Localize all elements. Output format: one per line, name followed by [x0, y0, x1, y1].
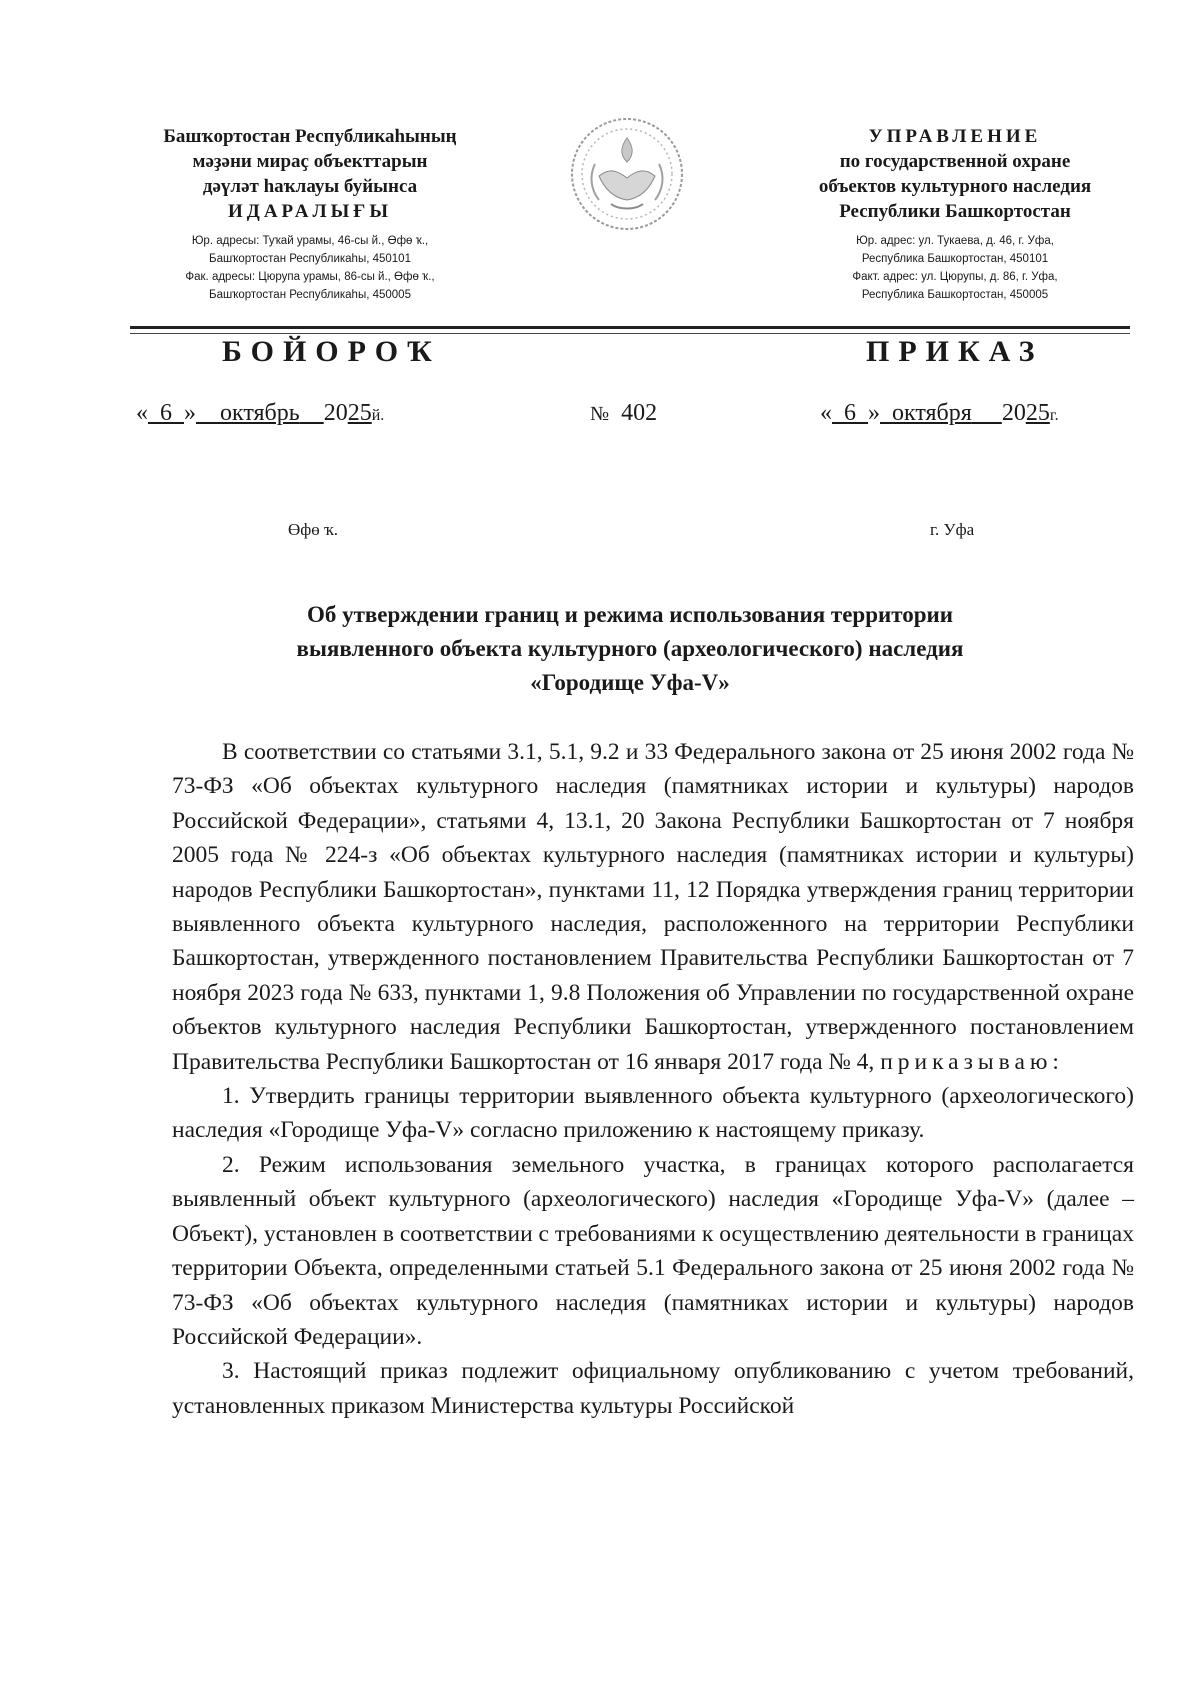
title-line3: «Городище Уфа-V» — [530, 670, 730, 695]
body-paragraph-preamble — [172, 735, 1134, 1079]
header-right-line2: по государственной охране — [839, 151, 1071, 172]
date-russian — [820, 400, 1059, 427]
header-right — [775, 124, 1135, 304]
body-paragraph-item3: 3. Настоящий приказ подлежит официальному опубликованию с учетом требований, установленных приказом Министерства культуры Российской — [172, 1358, 1134, 1419]
order-word-russian: ПРИКАЗ — [866, 335, 1044, 368]
header-right-address — [775, 232, 1135, 304]
order-word-bashkir: БОЙОРОҠ — [222, 335, 441, 368]
header-left-line3: дәүләт һаҡлауы буйынса — [202, 176, 418, 197]
header-left-addr2: Башҡортостан Республикаһы, 450101 — [209, 253, 411, 265]
coat-of-arms-emblem — [569, 116, 685, 232]
preamble-text: В соответствии со статьями 3.1, 5.1, 9.2 и 33 Федерального закона от 25 июня 2002 года № 73-ФЗ «Об объектах культурного наследия (памятниках истории и культуры) народов Российской Федерации», статьями 4, 13.1, 20 Закона Республики Башкортостан от 7 ноября 2005 года № 224-з «Об объектах культурного наследия (памятниках истории и культуры) народов Республики Башкортостан», пунктами 11, 12 Порядка утверждения границ территории выявленного объекта культурного наследия, расположенного на территории Республики Башкортостан, утвержденного постановлением Правительства Республики Башкортостан от 7 ноября 2023 года № 633, пунктами 1, 9.8 Положения об Управлении по государственной охране объектов культурного наследия Республики Башкортостан, утвержденного постановлением Правительства Республики Башкортостан от 16 января 2017 года № 4, — [172, 739, 1134, 1075]
date-ba-close-quote: » — [184, 400, 196, 426]
header-left-addr4: Башҡортостан Республикаһы, 450005 — [209, 289, 411, 301]
header-right-addr4: Республика Башкортостан, 450005 — [861, 289, 1049, 301]
header-right-addr1: Юр. адрес: ул. Тукаева, д. 46, г. Уфа, — [856, 235, 1054, 247]
header-left-line2: мәҙәни мираҫ объекттарын — [192, 151, 428, 172]
date-ru-close-quote: » — [868, 400, 880, 426]
header-left — [130, 124, 490, 304]
header-right-addr3: Факт. адрес: ул. Цюрупы, д. 86, г. Уфа, — [852, 271, 1058, 283]
header-left-address — [130, 232, 490, 304]
date-ru-month — [880, 400, 1002, 426]
body-paragraph-item2: 2. Режим использования земельного участка, в границах которого располагается выявленный объект культурного (археологического) наследия «Городище Уфа-V» (далее – Объект), установлен в соответствии с требованиями к осуществлению деятельности в границах территории Объекта, определенными статьей 5.1 Федерального закона от 25 июня 2002 года № 73-ФЗ «Об объектах культурного наследия (памятниках истории и культуры) народов Российской Федерации». — [172, 1151, 1134, 1350]
header-divider-thick — [130, 326, 1130, 329]
order-number-value: 402 — [621, 400, 658, 426]
header-left-line4: ИДАРАЛЫҒЫ — [227, 201, 393, 222]
header-left-line1: Башҡортостан Республикаһының — [163, 126, 457, 147]
date-ba-day — [148, 400, 184, 426]
date-ba-day-value: 6 — [160, 400, 172, 426]
document-body — [172, 735, 1134, 1423]
city-bashkir: Өфө ҡ. — [288, 520, 339, 539]
date-ru-day-value: 6 — [844, 400, 856, 426]
body-paragraph-item1: 1. Утвердить границы территории выявленного объекта культурного (археологического) наследия «Городище Уфа-V» согласно приложению к настоящему приказу. — [172, 1083, 1134, 1144]
date-ba-month-value: октябрь — [220, 400, 300, 426]
date-ru-day — [832, 400, 868, 426]
order-number-sign: № — [590, 403, 610, 425]
date-ba-suffix: й. — [371, 407, 385, 424]
title-line1: Об утверждении границ и режима использования территории — [306, 602, 954, 627]
date-bashkir — [136, 400, 384, 427]
header-left-addr1: Юр. адресы: Туҡай урамы, 46-сы й., Өфө ҡ., — [191, 235, 429, 247]
date-ba-open-quote: « — [136, 400, 148, 426]
date-ru-year-suffix: 25 — [1025, 400, 1050, 426]
date-ba-year-suffix: 25 — [347, 400, 372, 426]
date-ba-month — [196, 400, 324, 426]
document-title — [240, 598, 1020, 700]
city-russian: г. Уфа — [930, 520, 975, 539]
date-ru-year-prefix: 20 — [1001, 400, 1026, 426]
date-ru-suffix: г. — [1049, 407, 1059, 424]
header-right-addr2: Республика Башкортостан, 450101 — [861, 253, 1049, 265]
header-right-line4: Республики Башкортостан — [839, 201, 1071, 222]
header-left-addr3: Фак. адресы: Цюрупа урамы, 86-сы й., Өфө ҡ., — [185, 271, 435, 283]
header-divider-thin — [130, 333, 1130, 334]
order-number — [590, 400, 657, 427]
command-word: приказываю: — [880, 1048, 1064, 1075]
date-ba-year-prefix: 20 — [323, 400, 348, 426]
date-ru-open-quote: « — [820, 400, 832, 426]
header-right-line1: УПРАВЛЕНИЕ — [868, 126, 1042, 147]
header-right-line3: объектов культурного наследия — [818, 176, 1092, 197]
date-ru-month-value: октября — [892, 400, 972, 426]
title-line2: выявленного объекта культурного (археологического) наследия — [296, 636, 964, 661]
